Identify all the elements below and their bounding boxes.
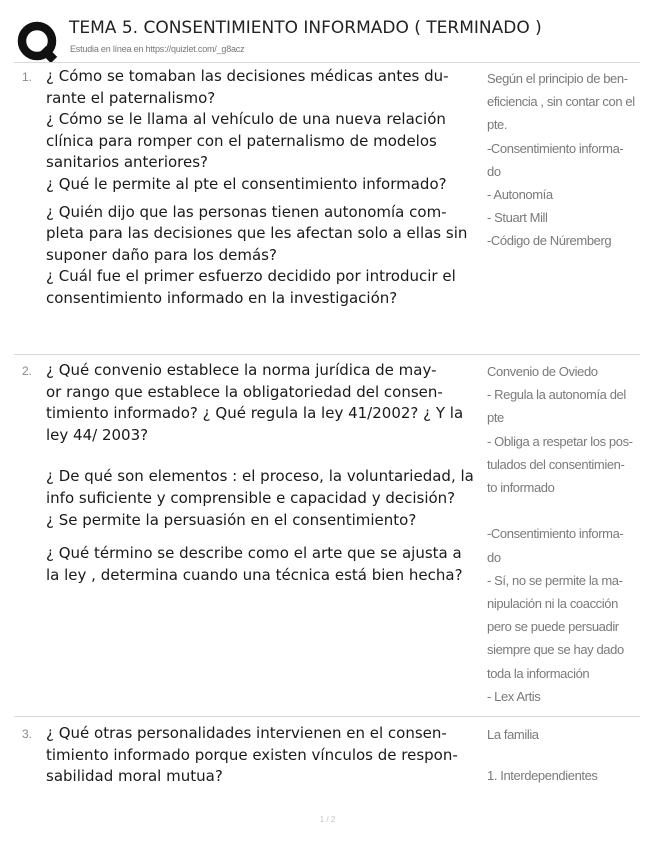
card-definition bbox=[487, 723, 637, 787]
definition-line: Convenio de Oviedo bbox=[487, 364, 598, 379]
definition-line: -Consentimiento informa- bbox=[487, 140, 624, 156]
term-line: suponer daño para los demás? bbox=[46, 245, 277, 264]
term-line: or rango que establece la obligatoriedad del consen- bbox=[46, 382, 443, 401]
term-line: ¿ Qué convenio establece la norma jurídica de may- bbox=[46, 361, 437, 379]
definition-line: nipulación ni la coacción bbox=[487, 596, 618, 612]
term-line: ¿ Quién dijo que las personas tienen autonomía com- bbox=[46, 202, 447, 221]
divider bbox=[14, 62, 640, 63]
term-line: ¿ De qué son elementos : el proceso, la voluntariedad, la bbox=[46, 467, 474, 486]
card-number: 2. bbox=[22, 364, 33, 378]
definition-line: Según el principio de ben- bbox=[487, 71, 628, 86]
term-line: ¿ Cuál fue el primer esfuerzo decidido por introducir el bbox=[46, 267, 456, 286]
term-line: pleta para las decisiones que les afectan solo a ellas sin bbox=[46, 224, 468, 243]
term-line: timiento informado porque existen vínculos de respon- bbox=[46, 745, 458, 764]
card-definition bbox=[487, 67, 637, 253]
term-line: sabilidad moral mutua? bbox=[46, 767, 223, 786]
card-term bbox=[46, 723, 483, 788]
term-line: ¿ Cómo se le llama al vehículo de una nueva relación bbox=[46, 110, 446, 129]
definition-line: - Obliga a respetar los pos- bbox=[487, 433, 633, 449]
document-header bbox=[16, 14, 636, 64]
definition-line: -Consentimiento informa- bbox=[487, 526, 624, 542]
term-line: info suficiente y comprensible e capacidad y decisión? bbox=[46, 488, 456, 507]
term-line: ¿ Qué otras personalidades intervienen en el consen- bbox=[46, 724, 447, 742]
term-line: timiento informado? ¿ Qué regula la ley 41/2002? ¿ Y la bbox=[46, 404, 464, 423]
term-line: clínica para romper con el paternalismo de modelos bbox=[46, 131, 437, 150]
document-title: TEMA 5. CONSENTIMIENTO INFORMADO ( TERMINADO ) bbox=[69, 18, 542, 38]
card-term bbox=[46, 360, 483, 586]
definition-line: toda la información bbox=[487, 665, 590, 681]
definition-line: pte. bbox=[487, 117, 508, 133]
quizlet-q-icon bbox=[16, 20, 60, 64]
term-line: ¿ Qué término se describe como el arte que se ajusta a bbox=[46, 544, 462, 563]
definition-line: 1. Interdependientes bbox=[487, 768, 598, 784]
definition-line: - Lex Artis bbox=[487, 688, 541, 704]
definition-line: - Stuart Mill bbox=[487, 210, 548, 226]
definition-line: - Sí, no se permite la ma- bbox=[487, 572, 623, 588]
term-line: ley 44/ 2003? bbox=[46, 425, 149, 444]
term-line: ¿ Se permite la persuasión en el consentimiento? bbox=[46, 510, 417, 529]
definition-line: - Autonomía bbox=[487, 187, 553, 203]
term-line: sanitarios anteriores? bbox=[46, 153, 209, 172]
document-subtitle: Estudia en línea en https://quizlet.com/_g8acz bbox=[70, 44, 245, 54]
card-number: 1. bbox=[22, 70, 33, 84]
definition-line: tulados del consentimien- bbox=[487, 456, 625, 472]
card-term bbox=[46, 66, 483, 310]
definition-line: do bbox=[487, 163, 501, 179]
definition-line: eficiencia , sin contar con el bbox=[487, 94, 635, 110]
definition-line: siempre que se hay dado bbox=[487, 642, 624, 658]
definition-line bbox=[487, 746, 637, 764]
divider bbox=[14, 716, 640, 717]
page-number: 1 / 2 bbox=[319, 815, 336, 824]
definition-line: do bbox=[487, 549, 501, 565]
definition-line: pte bbox=[487, 410, 504, 426]
term-line: consentimiento informado en la investigación? bbox=[46, 288, 398, 307]
term-line: ¿ Qué le permite al pte el consentimiento informado? bbox=[46, 174, 447, 193]
definition-line: pero se puede persuadir bbox=[487, 619, 619, 635]
definition-line: - Regula la autonomía del bbox=[487, 387, 626, 403]
term-line: la ley , determina cuando una técnica está bien hecha? bbox=[46, 565, 463, 584]
definition-line: to informado bbox=[487, 480, 555, 496]
definition-line: -Código de Núremberg bbox=[487, 233, 612, 249]
definition-line bbox=[487, 499, 637, 522]
definition-line: La familia bbox=[487, 727, 539, 742]
term-line: ¿ Cómo se tomaban las decisiones médicas antes du- bbox=[46, 67, 449, 85]
term-line: rante el paternalismo? bbox=[46, 88, 216, 107]
card-definition bbox=[487, 360, 637, 708]
divider bbox=[14, 354, 640, 355]
card-number: 3. bbox=[22, 727, 33, 741]
